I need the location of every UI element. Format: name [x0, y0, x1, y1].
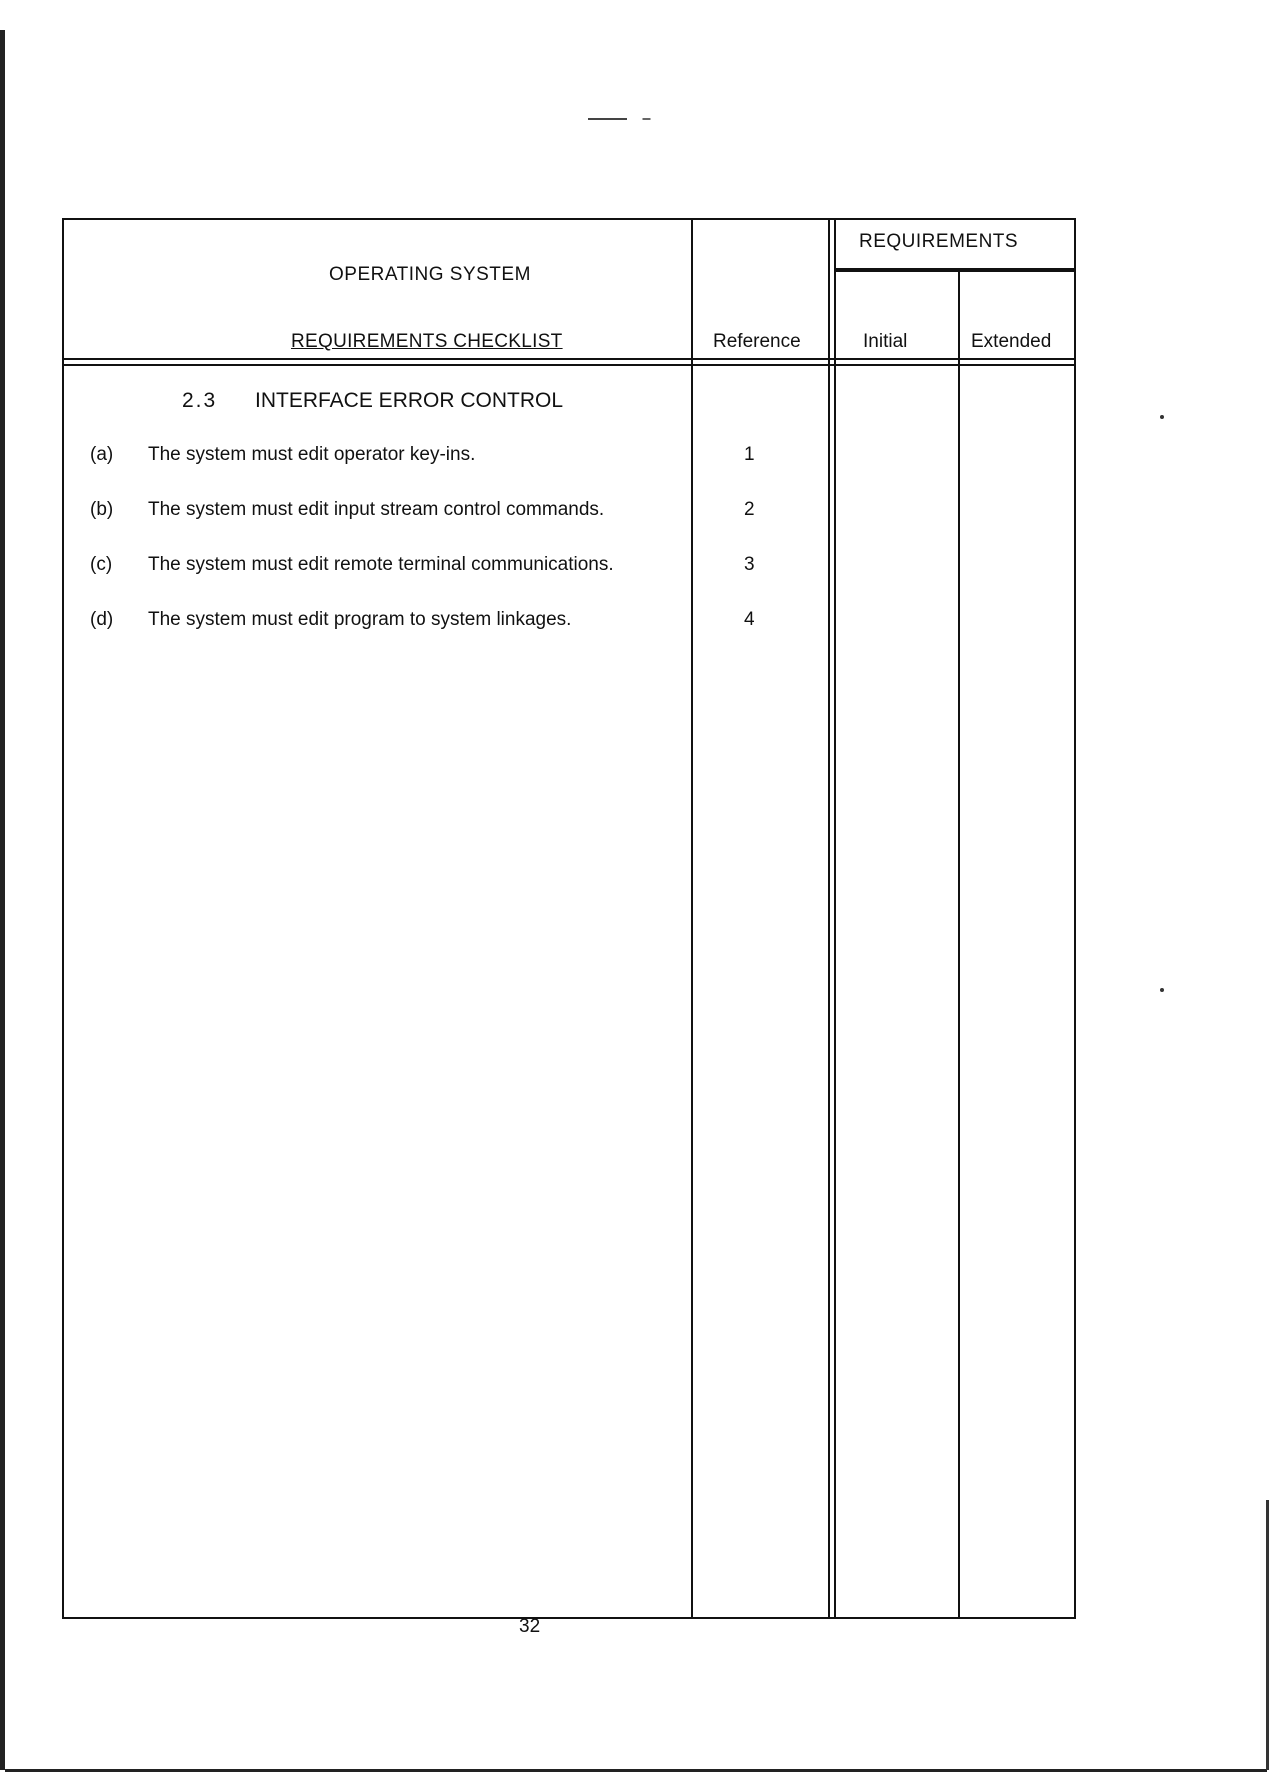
list-item: [64, 444, 1074, 484]
header-divider: [64, 364, 1074, 366]
table-title-line1: OPERATING SYSTEM: [329, 264, 531, 285]
column-header-initial: Initial: [863, 331, 908, 352]
scan-mark: [588, 118, 666, 120]
item-text: The system must edit operator key-ins.: [148, 444, 476, 465]
scan-edge-bottom: [5, 1769, 1267, 1772]
item-reference: 4: [744, 609, 755, 630]
section-title: INTERFACE ERROR CONTROL: [255, 389, 564, 412]
page-number: 32: [519, 1616, 541, 1637]
item-label: (b): [90, 499, 114, 520]
item-reference: 3: [744, 554, 755, 575]
item-label: (a): [90, 444, 114, 465]
column-divider: [691, 220, 693, 1617]
section-heading: [182, 389, 563, 413]
list-item: [64, 554, 1074, 594]
requirements-divider: [836, 268, 1074, 272]
item-text: The system must edit program to system linkages.: [148, 609, 572, 630]
list-item: [64, 609, 1074, 649]
column-header-reference: Reference: [713, 331, 801, 352]
column-divider: [828, 220, 830, 1617]
scan-speck: [1160, 415, 1164, 419]
column-divider: [834, 220, 836, 1617]
item-label: (c): [90, 554, 113, 575]
item-text: The system must edit remote terminal communications.: [148, 554, 614, 575]
item-label: (d): [90, 609, 114, 630]
table-title-line2: REQUIREMENTS CHECKLIST: [291, 331, 563, 352]
scan-edge-left: [0, 30, 5, 1770]
column-header-requirements: REQUIREMENTS: [859, 231, 1019, 252]
column-header-extended: Extended: [971, 331, 1052, 352]
item-reference: 2: [744, 499, 755, 520]
list-item: [64, 499, 1074, 539]
item-reference: 1: [744, 444, 755, 465]
requirements-checklist-table: [62, 218, 1076, 1619]
scan-speck: [1160, 988, 1164, 992]
section-number: 2.3: [182, 389, 218, 412]
scan-edge-right: [1266, 1500, 1269, 1770]
item-text: The system must edit input stream control commands.: [148, 499, 605, 520]
header-divider: [64, 358, 1074, 360]
